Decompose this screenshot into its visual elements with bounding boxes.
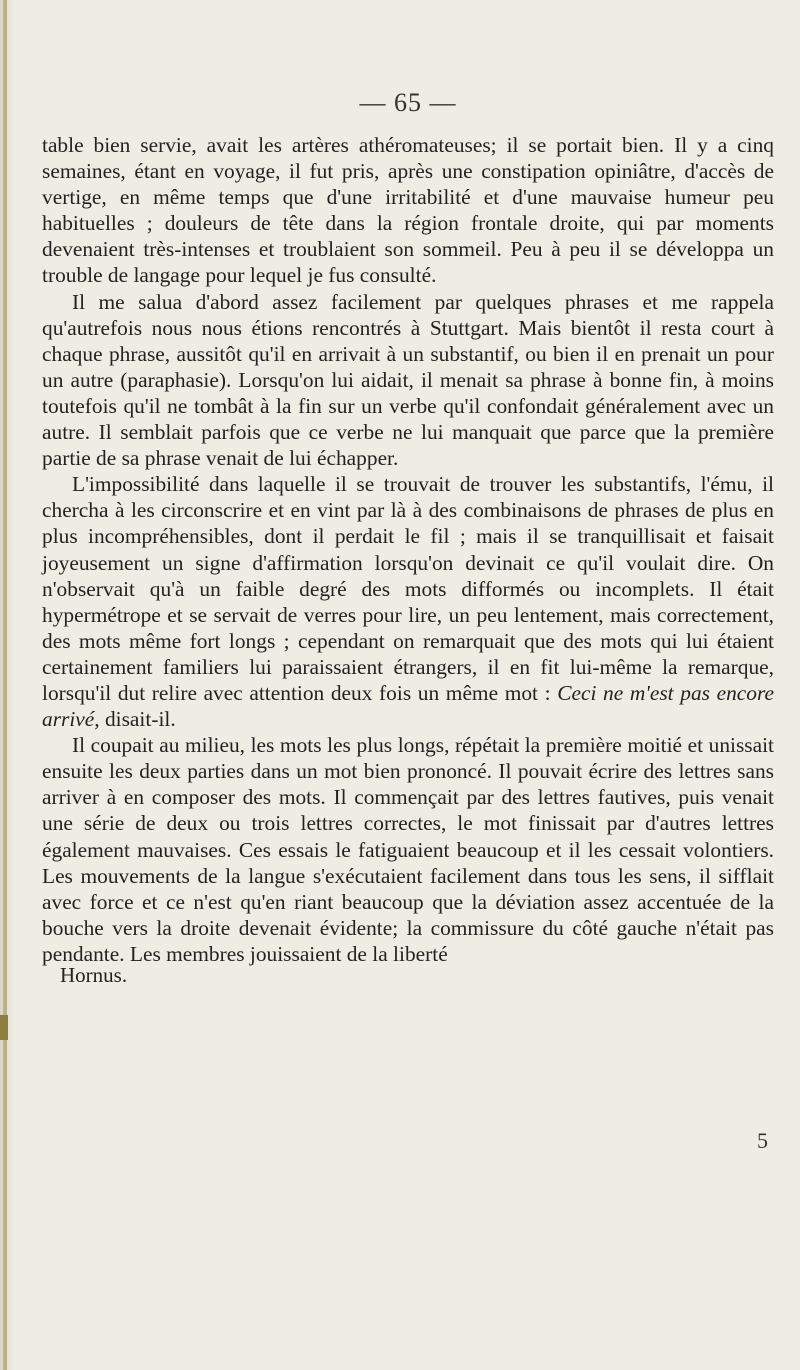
paragraph-3-quote: Ceci ne m'est pas encore arrivé, bbox=[42, 680, 775, 732]
paragraph-1: table bien servie, avait les artères athéromateuses; il se portait bien. Il y a cinq semaines, étant en voyage, il fut pris, après une constipation opiniâtre, d'accès de vertige, en même temps que d'une irritabilité et d'une mauvaise humeur peu habituelles ; douleurs de tête dans la région frontale droite, qui par moments devenaient très-intenses et troublaient son sommeil. Peu à peu il se développa un trouble de langage pour lequel je fus consulté. bbox=[42, 133, 774, 288]
book-page bbox=[42, 88, 774, 987]
footer-author: Hornus. bbox=[60, 963, 128, 987]
page-number: — 65 — bbox=[359, 88, 457, 117]
paragraph-3 bbox=[42, 471, 774, 732]
paragraph-3-text: L'impossibilité dans laquelle il se trouvait de trouver les substantifs, l'ému, il chercha à les circonscrire et en vint par là à des combinaisons de phrases de plus en plus incompréhensibles, dont il perdait le fil ; mais il se tranquillisait et faisait joyeusement un signe d'affirmation lorsqu'on devinait ce qu'il voulait dire. On n'observait qu'à un faible degré des mots difformés ou incomplets. Il était hypermétrope et se servait de verres pour lire, un peu lentement, mais correctement, des mots même fort longs ; cependant on remarquait que des mots qui lui étaient certainement familiers lui paraissaient étrangers, il en fit lui-même la remarque, lorsqu'il dut relire avec attention deux fois un même mot : bbox=[42, 472, 774, 705]
paragraph-3-tail: disait-il. bbox=[99, 707, 176, 732]
binding-stain bbox=[0, 1015, 8, 1040]
binding-line bbox=[3, 0, 7, 1370]
signature-mark: 5 bbox=[757, 1128, 768, 1153]
paragraph-2: Il me salua d'abord assez facilement par quelques phrases et me rappela qu'autrefois nous nous étions rencontrés à Stuttgart. Mais bientôt il resta court à chaque phrase, aussitôt qu'il en arrivait à un substantif, ou bien il en prenait un pour un autre (paraphasie). Lorsqu'on lui aidait, il menait sa phrase à bonne fin, à moins toutefois qu'il ne tombât à la fin sur un verbe qu'il confondait généralement avec un autre. Il semblait parfois que ce verbe ne lui manquait que parce que la première partie de sa phrase venait de lui échapper. bbox=[42, 289, 774, 471]
paragraph-4: Il coupait au milieu, les mots les plus longs, répétait la première moitié et unissait ensuite les deux parties dans un mot bien prononcé. Il pouvait écrire des lettres sans arriver à en composer des mots. Il commençait par des lettres fautives, puis venait une série de deux ou trois lettres correctes, le mot finissait par d'autres lettres également mauvaises. Ces essais le fatiguaient beaucoup et il les cessait volontiers. Les mouvements de la langue s'exécutaient facilement dans tous les sens, il sifflait avec force et ce n'est qu'en riant beaucoup que la déviation assez accentuée de la bouche vers la droite devenait évidente; la commissure du côté gauche n'était pas pendante. Les membres jouissaient de la liberté bbox=[42, 733, 774, 966]
